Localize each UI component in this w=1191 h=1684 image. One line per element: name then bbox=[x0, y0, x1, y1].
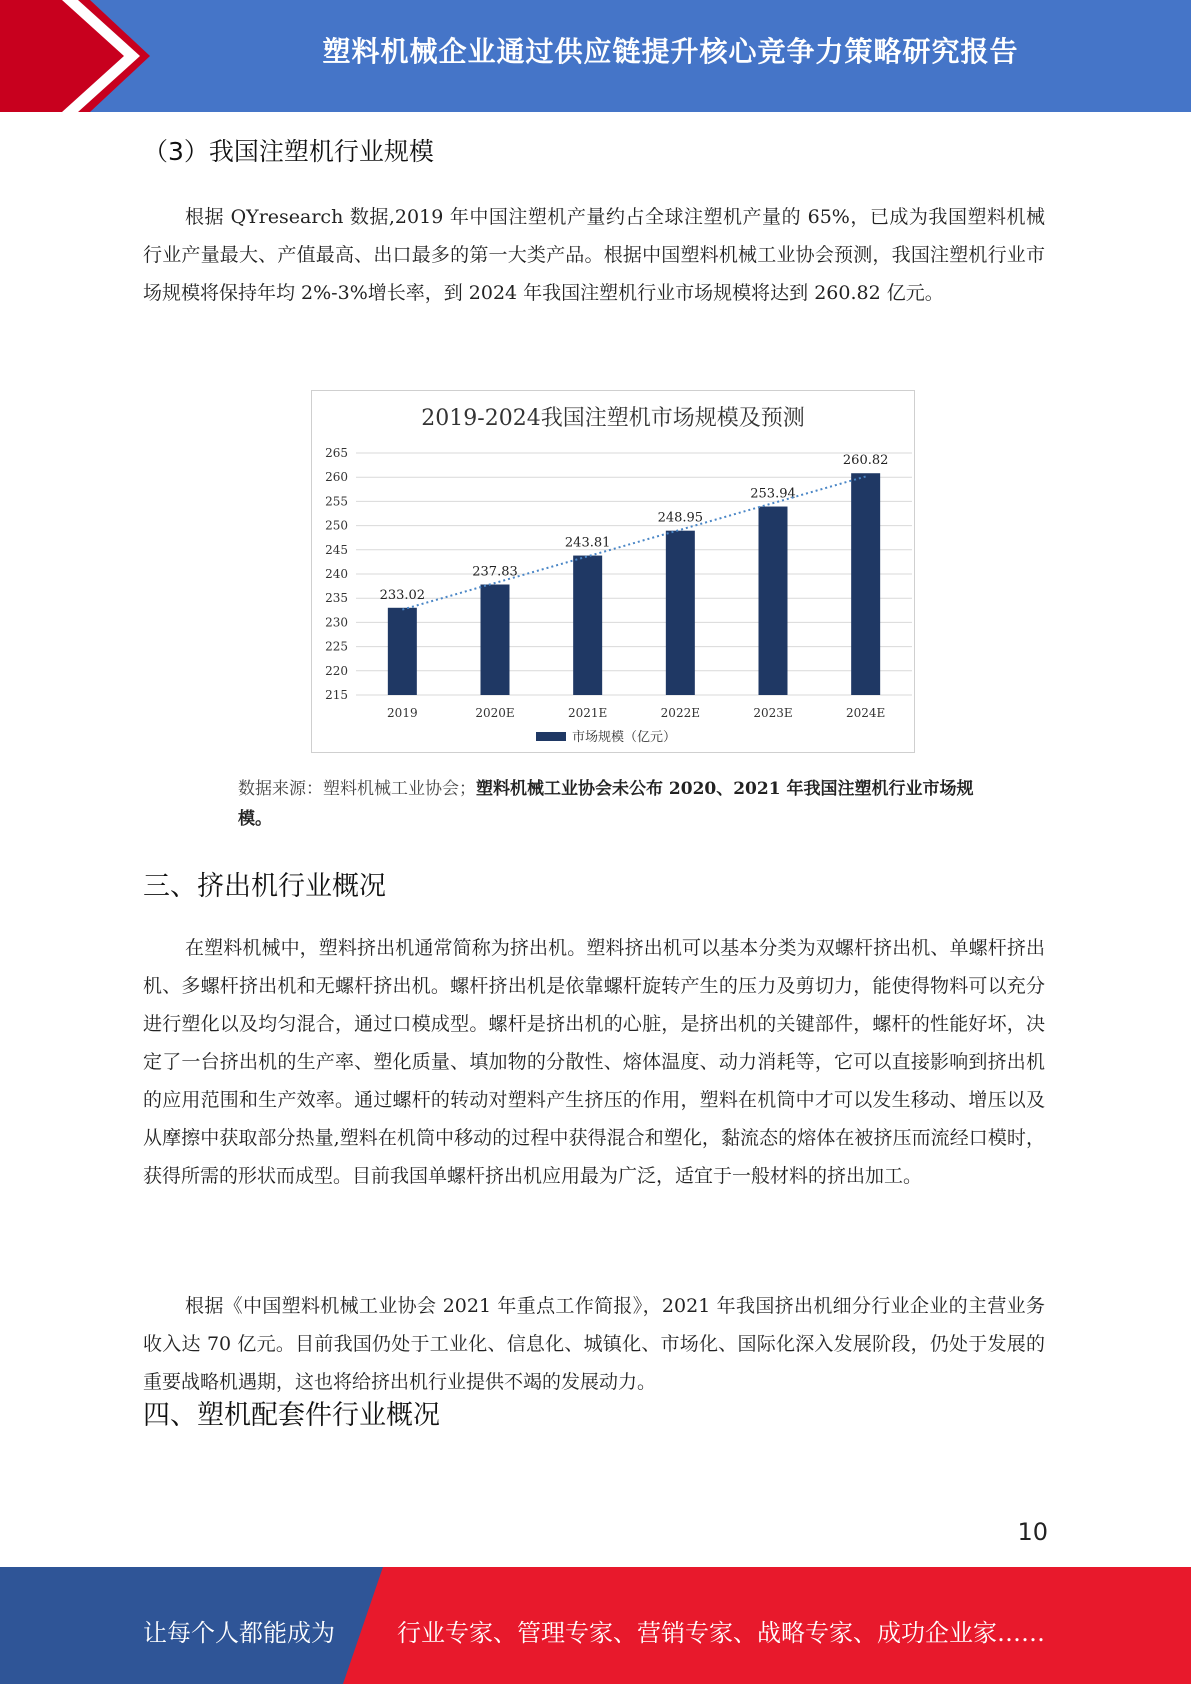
x-tick-label: 2020E bbox=[475, 706, 515, 720]
paragraph-extruder-revenue: 根据《中国塑料机械工业协会 2021 年重点工作简报》，2021 年我国挤出机细分行业企业的主营业务收入达 70 亿元。目前我国仍处于工业化、信息化、城镇化、市场化、国际化深入发展阶段，仍处于发展的重要战略机遇期，这也将给挤出机行业提供不竭的发展动力。 bbox=[143, 1295, 1045, 1393]
legend-swatch bbox=[536, 732, 566, 741]
section-heading-accessories: 四、塑机配套件行业概况 bbox=[143, 1400, 440, 1431]
x-tick-label: 2024E bbox=[846, 706, 886, 720]
x-tick-label: 2019 bbox=[387, 706, 418, 720]
page-header bbox=[0, 0, 1191, 112]
chart-source-caption bbox=[238, 774, 998, 834]
data-label: 253.94 bbox=[750, 486, 796, 502]
bar bbox=[759, 507, 788, 695]
bar-chart bbox=[311, 390, 915, 753]
paragraph-injection-scale: 根据 QYresearch 数据,2019 年中国注塑机产量约占全球注塑机产量的 65%，已成为我国塑料机械行业产量最大、产值最高、出口最多的第一大类产品。根据中国塑料机械工业协会预测，我国注塑机行业市场规模将保持年均 2%-3%增长率，到 2024 年我国注塑机行业市场规模将达到 260.82 亿元。 bbox=[143, 206, 1045, 304]
y-tick-label: 255 bbox=[325, 494, 348, 509]
bar bbox=[388, 608, 417, 695]
bar bbox=[481, 585, 510, 695]
chart-title: 2019-2024我国注塑机市场规模及预测 bbox=[421, 406, 805, 431]
y-tick-label: 240 bbox=[325, 567, 348, 581]
y-tick-label: 230 bbox=[325, 615, 348, 630]
y-tick-label: 235 bbox=[325, 591, 348, 606]
data-label: 237.83 bbox=[472, 564, 518, 580]
trendline bbox=[402, 477, 865, 610]
y-tick-label: 250 bbox=[325, 518, 348, 533]
y-tick-label: 260 bbox=[325, 470, 348, 485]
caption-source: 数据来源：塑料机械工业协会； bbox=[238, 779, 476, 799]
footer-slogan-left: 让每个人都能成为 bbox=[143, 1619, 335, 1647]
paragraph-extruder-overview: 在塑料机械中，塑料挤出机通常简称为挤出机。塑料挤出机可以基本分类为双螺杆挤出机、单螺杆挤出机、多螺杆挤出机和无螺杆挤出机。螺杆挤出机是依靠螺杆旋转产生的压力及剪切力，能使得物料可以充分进行塑化以及均匀混合，通过口模成型。螺杆是挤出机的心脏，是挤出机的关键部件，螺杆的性能好坏，决定了一台挤出机的生产率、塑化质量、填加物的分散性、熔体温度、动力消耗等，它可以直接影响到挤出机的应用范围和生产效率。通过螺杆的转动对塑料产生挤压的作用，塑料在机筒中才可以发生移动、增压以及从摩擦中获取部分热量,塑料在机筒中移动的过程中获得混合和塑化，黏流态的熔体在被挤压而流经口模时，获得所需的形状而成型。目前我国单螺杆挤出机应用最为广泛，适宜于一般材料的挤出加工。 bbox=[143, 937, 1045, 1187]
page-number: 10 bbox=[1017, 1518, 1048, 1546]
y-tick-label: 220 bbox=[325, 663, 348, 678]
y-tick-label: 215 bbox=[325, 688, 348, 702]
x-tick-label: 2022E bbox=[660, 706, 700, 720]
report-title: 塑料机械企业通过供应链提升核心竞争力策略研究报告 bbox=[322, 35, 1019, 68]
footer-slogan-right: 行业专家、管理专家、营销专家、战略专家、成功企业家…… bbox=[397, 1619, 1045, 1647]
data-label: 260.82 bbox=[842, 453, 889, 469]
caption-note: 塑料机械工业协会未公布 2020、2021 年我国注塑机行业市场规模。 bbox=[238, 779, 974, 829]
x-tick-label: 2021E bbox=[568, 706, 608, 720]
data-label: 248.95 bbox=[657, 510, 704, 526]
x-tick-label: 2023E bbox=[753, 706, 793, 720]
chart-canvas bbox=[312, 391, 914, 752]
legend-label: 市场规模（亿元） bbox=[572, 730, 677, 745]
bar bbox=[573, 556, 602, 695]
page-footer bbox=[0, 1567, 1191, 1684]
y-tick-label: 265 bbox=[325, 446, 348, 460]
data-label: 243.81 bbox=[564, 535, 611, 551]
y-tick-label: 225 bbox=[325, 639, 348, 654]
section-heading-extruder: 三、挤出机行业概况 bbox=[143, 871, 386, 902]
section-heading-injection-scale: （3）我国注塑机行业规模 bbox=[143, 137, 434, 166]
y-tick-label: 245 bbox=[325, 542, 348, 557]
bar bbox=[851, 473, 880, 695]
bar bbox=[666, 531, 695, 695]
data-label: 233.02 bbox=[379, 587, 426, 603]
